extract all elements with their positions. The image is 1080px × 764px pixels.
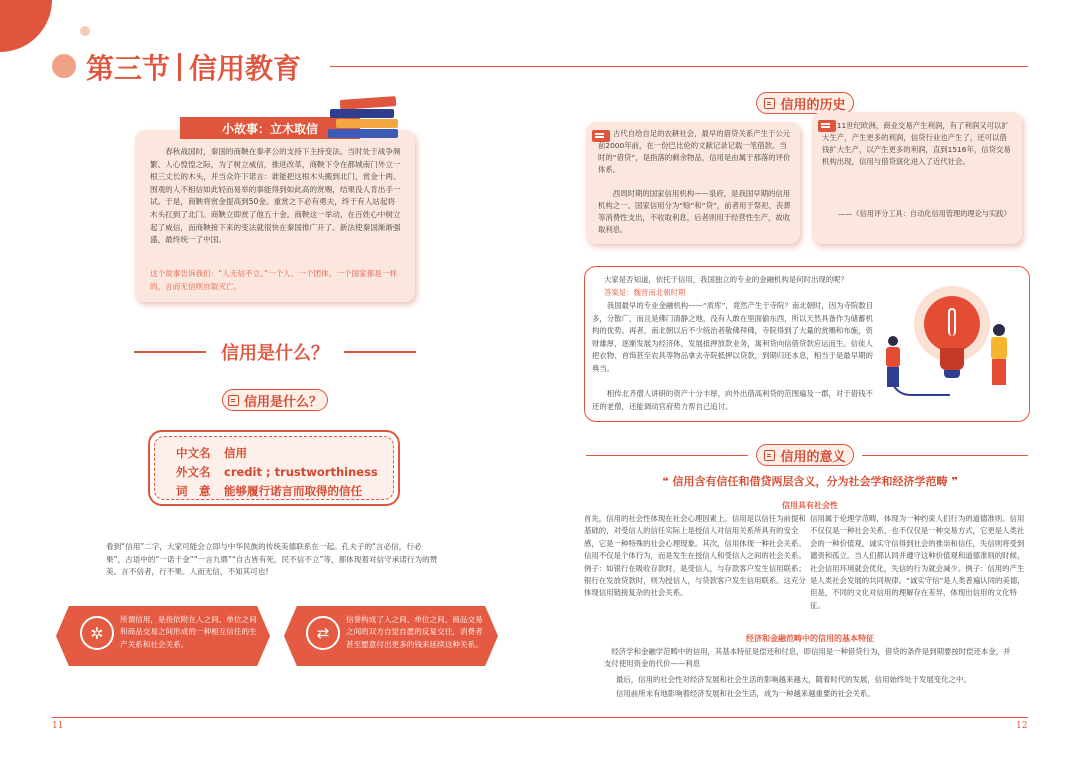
story-tab-label: 小故事：立木取信: [221, 121, 318, 136]
quote-open-icon: ❝: [662, 475, 673, 488]
document-icon: [764, 98, 775, 109]
meaning-col-2: [810, 513, 1030, 612]
history-box-2-text: [822, 120, 1014, 168]
meaning-sub-2: 经济和金融范畴中的信用的基本特征: [746, 634, 874, 643]
meaning-slogan: [640, 473, 980, 489]
econ-paragraph-1: [604, 646, 1014, 671]
definition-label: 词 意: [176, 484, 211, 498]
meaning-col-1: [584, 513, 806, 600]
document-icon: [228, 395, 239, 406]
pill-history-label: 信用的历史: [780, 97, 846, 113]
handshake-icon: ⇄: [306, 616, 340, 650]
page-number-left: 11: [52, 721, 64, 731]
qa-body-2-text: 相传北齐僧人讲研的资产十分丰厚，向外出借高利贷的范围遍及一郡，对于借钱不还的老僧，还能调动官府势力帮自己追讨。: [592, 389, 873, 411]
person-right-icon: [988, 324, 1010, 388]
history-text-1: 古代自给自足的农耕社会，最早的借贷关系产生于公元前2000年前，在一份巴比伦的文献记录记载一笔借款。当时的“借贷”，是指落的剩余物品，信用是由属于那落的评价体系。: [598, 129, 791, 174]
books-icon: [326, 98, 406, 140]
meaning-col-1-text: 首先，信用的社会性体现在社会心理因素上。信用是以信任为前提和基础的，对受信人的信任实际上是授信人对信用关系所具有的安全感，它是一种特殊的社会心理现象。其次，信用体现一种社会关系。信用不仅是个体行为，而是发生在授信人和受信人之间的社会关系。例子：如银行在吸收存款时，是受信人，与存款客户发生信用联系；银行在发放贷款时，则为授信人，与贷款客户发生信用联系。这充分体现信用链接复杂的社会关系。: [584, 514, 806, 598]
story-body: [150, 146, 402, 247]
meaning-rule-right: [862, 455, 1028, 456]
page-title-topic: 信用教育: [189, 52, 302, 85]
small-dot-decoration: [80, 26, 90, 36]
qa-intro: 大家是否知道，依托于信用，我国独立的专业的金融机构是何时出现的呢？: [604, 275, 848, 284]
definition-value: 能够履行诺言而取得的信任: [224, 484, 362, 498]
qa-answer: 答案是：魏晋南北朝时期: [604, 288, 686, 297]
network-icon: ✲: [80, 616, 114, 650]
definition-value: credit ; trustworthiness: [224, 465, 378, 479]
econ-paragraph-3: [616, 688, 1016, 700]
title-dot-decoration: [52, 54, 76, 78]
section-title-what: 信用是什么？: [221, 343, 329, 364]
meaning-slogan-text: 信用含有信任和借贷两层含义，分为社会学和经济学范畴: [672, 475, 948, 488]
econ-text-3: 信用前所未有地影响着经济发展和社会生活，成为一种越来越重要的社会关系。: [616, 689, 875, 698]
econ-text-2: 最后，信用的社会性对经济发展和社会生活的影响越来越大，随着时代的发展，信用始终处于发展变化之中。: [616, 675, 971, 684]
lightbulb-illustration: [884, 286, 1024, 414]
footer-rule: [52, 717, 1028, 718]
person-left-icon: [884, 336, 902, 388]
pill-history: [756, 92, 854, 114]
pill-meaning-label: 信用的意义: [780, 449, 846, 465]
definition-label: 中文名: [176, 446, 211, 460]
qa-body-text: 我国最早的专业金融机构——“质库”，竟然产生于寺院？南北朝时，因为寺院数目多，分散广，而且是佛门清静之地，没有人敢在里面偷东西，所以天然具备作为储蓄机构的优势。再者，南北朝以后不少统治者敬佛拜佛，寺院得到了大量的赏赐和布施，资财雄厚，逐渐发展为经济体，发展抵押放款业务，寓利贷向信借贷款应运而生。信徒人把衣物、首饰甚至农具等物品拿去寺院抵押以贷款，到期归还本息，相当于是最早期的典当。: [592, 301, 874, 373]
quote-close-icon: ❞: [947, 475, 958, 488]
meaning-col-2-text: 信用属于伦理学范畴，体现为一种约束人们行为的道德准则。信用不仅仅是一种社会关系，也不仅仅是一种交易方式，它更是人类社会的一种价值观。诚实守信得到社会的推崇和信任，失信则将受到谴责和孤立。当人们都认同并遵守这种价值观和道德准则的时候，社会信用环境就会优化，失信的行为就会减少。例子：信用的产生是人类社会发展的共同规律。“诚实守信”是人类普遍认同的美德，但是，不同的文化对信用的理解存在差异，体现出信用的文化特征。: [810, 514, 1025, 610]
history-box-1-text: [598, 128, 794, 176]
credit-paragraph-text: 看到“信用”二字，大家可能会立即与中华民族的传统美德联系在一起。孔夫子的“言必信，行必果”，古语中的“一诺千金”“一言九鼎”“自古皆有死，民不信不立”等，都体现着对信守承诺行为的赞美。言不信者，行不果。人而无信，不知其可也!: [106, 542, 438, 577]
meaning-sub-1: 信用具有社会性: [782, 501, 838, 510]
section-rule-left: [134, 351, 206, 353]
card-2-text: 信誉构成了人之间、单位之间、商品交易之间的双方自觉自愿的反复交往，消费者甚至愿意付出更多的钱来延续这种关系。: [346, 615, 483, 649]
page-title: [86, 50, 301, 84]
meaning-rule-left: [586, 455, 748, 456]
story-moral: [150, 268, 402, 293]
section-rule-right: [344, 351, 416, 353]
history-quote: [838, 208, 1018, 220]
history-quote-text: ——《信用评分工具：自动化信用管理的理论与实践》: [838, 209, 1011, 218]
definition-value: 信用: [224, 446, 247, 460]
qa-body: [592, 300, 876, 375]
page-number-right: 12: [1016, 721, 1028, 731]
pill-meaning: [756, 444, 854, 466]
page-title-section: 第三节: [86, 52, 171, 85]
history-text-1b: 西周时期的国家信用机构——泉府，是我国早期的信用机构之一。国家信用分为“赊”和“贷”，前者用于祭祀、丧葬等消费性支出，不收取利息，后者则用于经营性生产，故收取利息。: [598, 189, 791, 234]
qa-body-2: [592, 388, 876, 413]
pill-what-label: 信用是什么？: [243, 394, 322, 410]
history-text-2: 11世纪欧洲，商业交易产生利润，有了利润又可以扩大生产，产生更多的利润，信贷行业也产生了，还可以借钱扩大生产，以产生更多的利润，直到1516年，信贷交易机构出现，信用与借贷演化进入了近代社会。: [822, 121, 1011, 166]
card-1-text: 所谓信用，是指依附在人之间、单位之间和商品交易之间形成的一种相互信任的生产关系和社会关系。: [120, 615, 257, 649]
title-divider: [178, 53, 181, 81]
document-icon: [764, 450, 775, 461]
definition-row: [176, 444, 396, 463]
definition-row: [176, 463, 396, 482]
definition-list: [176, 444, 396, 501]
credit-paragraph: [106, 541, 440, 579]
definition-label: 外文名: [176, 465, 211, 479]
header-rule: [330, 66, 1028, 67]
definition-row: [176, 482, 396, 501]
econ-paragraph-2: [616, 674, 1016, 686]
story-moral-text: 这个故事告诉我们：“人无信不立。”一个人、一个团体，一个国家都是一样的，言而无信则自取灭亡。: [150, 269, 398, 291]
history-box-1b-text: [598, 188, 794, 236]
econ-text-1: 经济学和金融学范畴中的信用，其基本特征是偿还和付息，即信用是一种借贷行为，借贷的条件是到期要按时偿还本金，并支付使用资金的代价——利息: [604, 647, 1011, 669]
story-text: 春秋战国时，秦国的商鞅在秦孝公的支持下主持变法。当时处于战争频繁、人心惶惶之际，为了树立威信，推进改革，商鞅下令在都城南门外立一根三丈长的木头，并当众许下诺言：谁能把这根木头搬到北门，赏金十两。围观的人不相信如此轻而易举的事能得到如此高的赏赐，结果没人肯出手一试。于是，商鞅将赏金提高到50金。重赏之下必有勇夫，终于有人站起将木头扛到了北门。商鞅立即赏了他五十金。商鞅这一举动，在百姓心中树立起了威信，而商鞅接下来的变法就很快在秦国推广开了。新法使秦国渐渐强盛，最终统一了中国。: [150, 147, 401, 245]
pill-what-is-credit: [222, 389, 328, 411]
corner-circle-decoration: [0, 0, 52, 52]
